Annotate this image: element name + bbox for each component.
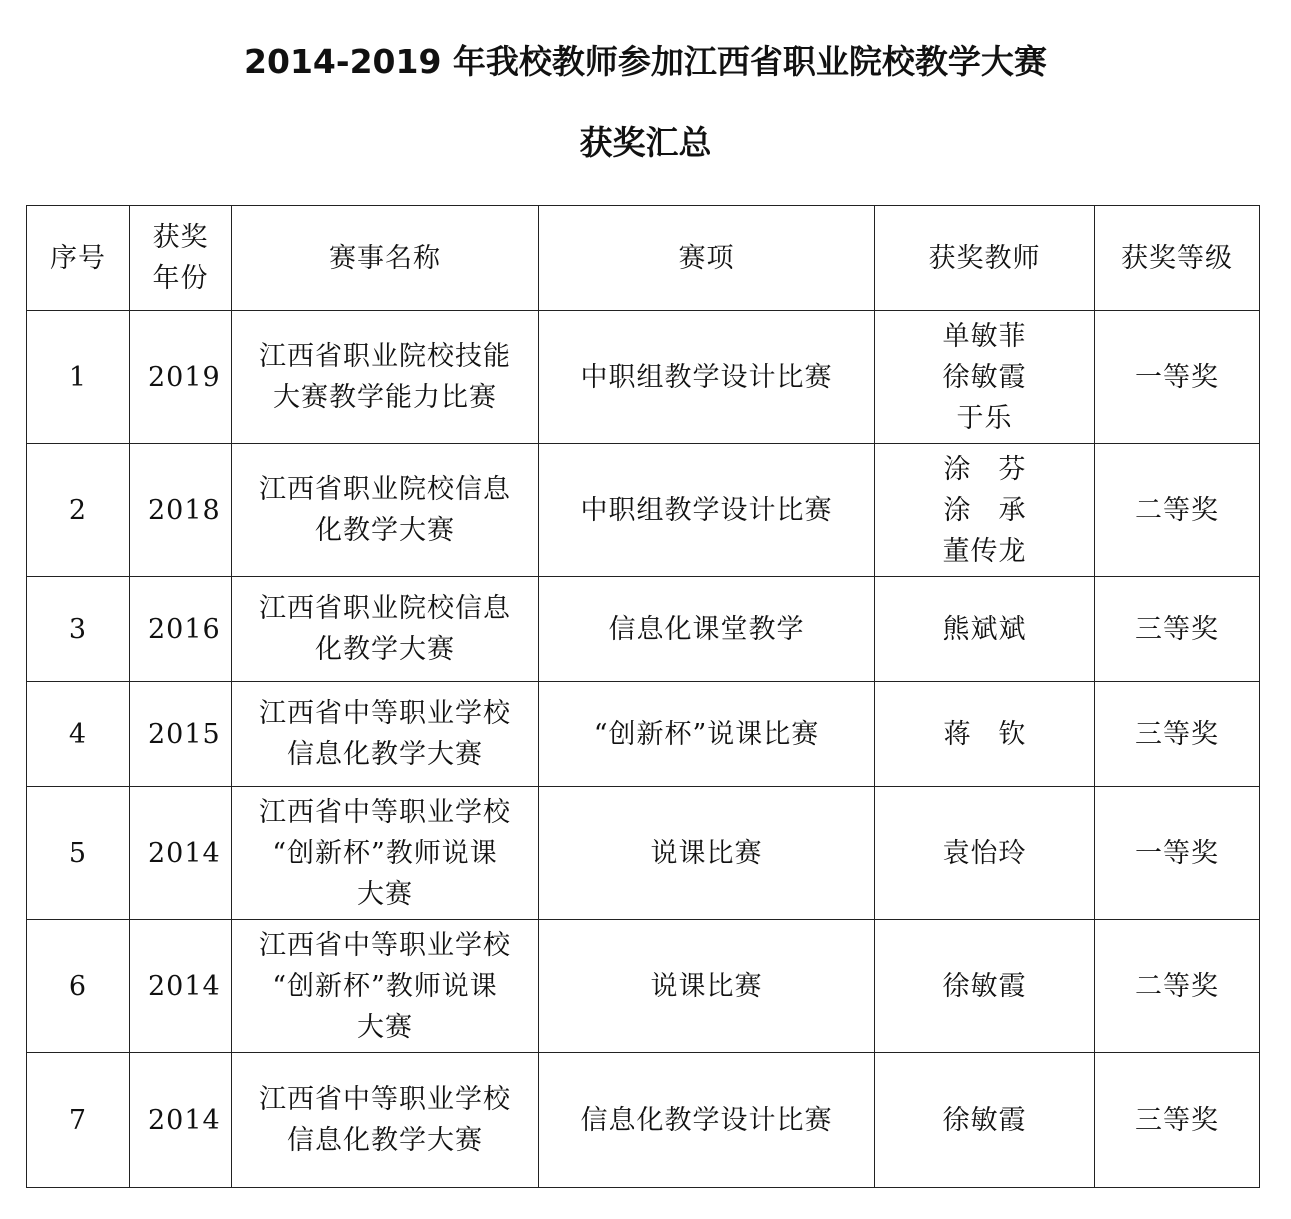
row-index: 5 <box>27 787 130 920</box>
row-teachers: 熊斌斌 <box>875 577 1095 682</box>
table-row <box>27 444 1260 577</box>
row-item: 中职组教学设计比赛 <box>539 444 875 577</box>
row-event: 江西省中等职业学校 “创新杯”教师说课 大赛 <box>232 920 539 1053</box>
row-event: 江西省职业院校信息 化教学大赛 <box>232 444 539 577</box>
header-teachers: 获奖教师 <box>875 206 1095 311</box>
header-index: 序号 <box>27 206 130 311</box>
table-row <box>27 577 1260 682</box>
row-year: 2014 <box>130 787 232 920</box>
row-teachers: 蒋钦 <box>875 682 1095 787</box>
row-level: 二等奖 <box>1095 444 1260 577</box>
row-index: 3 <box>27 577 130 682</box>
header-event: 赛事名称 <box>232 206 539 311</box>
row-event: 江西省中等职业学校 信息化教学大赛 <box>232 1053 539 1188</box>
row-teachers: 徐敏霞 <box>875 920 1095 1053</box>
row-teachers: 徐敏霞 <box>875 1053 1095 1188</box>
row-item: 说课比赛 <box>539 920 875 1053</box>
row-year: 2014 <box>130 920 232 1053</box>
table-row <box>27 920 1260 1053</box>
row-level: 三等奖 <box>1095 577 1260 682</box>
row-teachers: 涂芬 涂承 董传龙 <box>875 444 1095 577</box>
document-subtitle: 获奖汇总 <box>579 123 712 162</box>
row-index: 2 <box>27 444 130 577</box>
table-row <box>27 1053 1260 1188</box>
row-item: 信息化教学设计比赛 <box>539 1053 875 1188</box>
row-year: 2016 <box>130 577 232 682</box>
row-event: 江西省职业院校技能 大赛教学能力比赛 <box>232 311 539 444</box>
table-header-row <box>27 206 1260 311</box>
row-level: 一等奖 <box>1095 311 1260 444</box>
row-teachers: 单敏菲 徐敏霞 于乐 <box>875 311 1095 444</box>
row-level: 三等奖 <box>1095 1053 1260 1188</box>
row-year: 2015 <box>130 682 232 787</box>
row-index: 6 <box>27 920 130 1053</box>
awards-table <box>26 205 1260 1188</box>
table-row <box>27 787 1260 920</box>
row-level: 二等奖 <box>1095 920 1260 1053</box>
row-item: 中职组教学设计比赛 <box>539 311 875 444</box>
row-index: 1 <box>27 311 130 444</box>
table-row <box>27 311 1260 444</box>
row-level: 一等奖 <box>1095 787 1260 920</box>
row-year: 2014 <box>130 1053 232 1188</box>
row-index: 7 <box>27 1053 130 1188</box>
header-year: 获奖 年份 <box>130 206 232 311</box>
document-title: 2014-2019 年我校教师参加江西省职业院校教学大赛 <box>244 42 1047 81</box>
row-item: “创新杯”说课比赛 <box>539 682 875 787</box>
row-item: 说课比赛 <box>539 787 875 920</box>
header-item: 赛项 <box>539 206 875 311</box>
table-row <box>27 682 1260 787</box>
row-year: 2019 <box>130 311 232 444</box>
row-index: 4 <box>27 682 130 787</box>
row-event: 江西省中等职业学校 “创新杯”教师说课 大赛 <box>232 787 539 920</box>
header-level: 获奖等级 <box>1095 206 1260 311</box>
row-event: 江西省职业院校信息 化教学大赛 <box>232 577 539 682</box>
row-teachers: 袁怡玲 <box>875 787 1095 920</box>
row-item: 信息化课堂教学 <box>539 577 875 682</box>
row-event: 江西省中等职业学校 信息化教学大赛 <box>232 682 539 787</box>
row-level: 三等奖 <box>1095 682 1260 787</box>
row-year: 2018 <box>130 444 232 577</box>
